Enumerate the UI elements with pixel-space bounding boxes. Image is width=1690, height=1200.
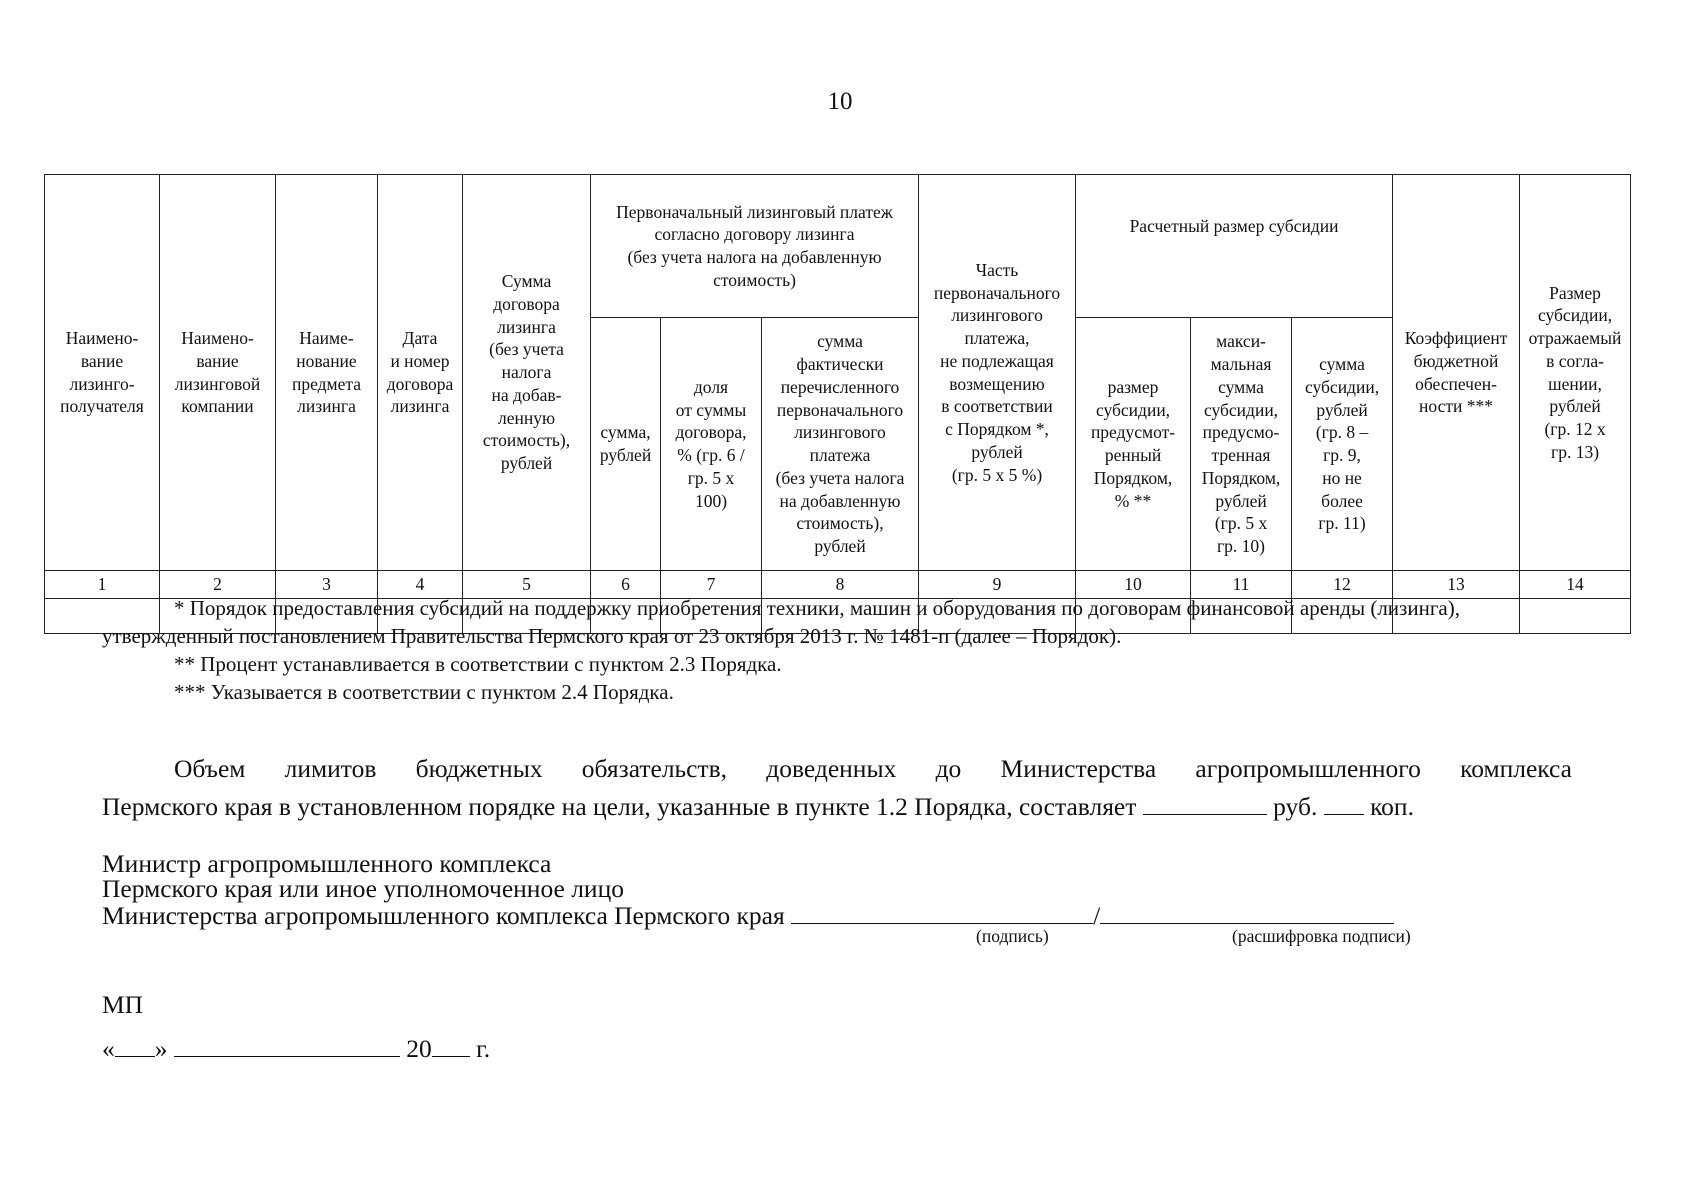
footnote-coefficient: *** Указывается в соответствии с пунктом 2.4 Порядка. — [174, 680, 674, 704]
col-header-non-refundable-part: Часть первоначального лизингового платежа, не подлежащая возмещению в соответствии с Порядком *, рублей (гр. 5 х 5 %) — [919, 175, 1076, 571]
column-number: 8 — [762, 571, 919, 599]
signature-block — [102, 849, 1394, 930]
col-header-lessee: Наимено- вание лизинго- получателя — [45, 175, 160, 571]
budget-limits-line-2: Пермского края в установленном порядке на цели, указанные в пункте 1.2 Порядка, составляет — [102, 792, 1137, 821]
column-number: 9 — [919, 571, 1076, 599]
amount-kop-field[interactable] — [1324, 788, 1364, 815]
column-number: 7 — [661, 571, 762, 599]
col-header-leasing-subject: Наиме- нование предмета лизинга — [276, 175, 378, 571]
col-header-payment-actual: сумма фактически перечисленного первоначального лизингового платежа (без учета налога на добавленную стоимость), рублей — [762, 318, 919, 571]
footnotes — [102, 594, 1572, 706]
col-header-agreement-subsidy: Размер субсидии, отражаемый в согла- шении, рублей (гр. 12 х гр. 13) — [1520, 175, 1631, 571]
amount-rub-field[interactable] — [1143, 788, 1267, 815]
col-header-payment-sum: сумма, рублей — [591, 318, 661, 571]
column-number: 14 — [1520, 571, 1631, 599]
signature-decoding-caption: (расшифровка подписи) — [1232, 926, 1411, 946]
column-number: 11 — [1191, 571, 1292, 599]
col-header-leasing-company: Наимено- вание лизинговой компании — [160, 175, 276, 571]
signatory-line-2: Пермского края или иное уполномоченное лицо — [102, 873, 624, 903]
column-number: 13 — [1393, 571, 1520, 599]
date-day-field[interactable] — [115, 1030, 155, 1057]
col-header-subsidy-sum: сумма субсидии, рублей (гр. 8 – гр. 9, но не более гр. 11) — [1292, 318, 1393, 571]
date-year-prefix: 20 — [406, 1034, 432, 1063]
col-header-contract-sum: Сумма договора лизинга (без учета налога на добав- ленную стоимость), рублей — [463, 175, 591, 571]
date-close-quote: » — [154, 1034, 168, 1063]
column-number: 3 — [276, 571, 378, 599]
rub-label: руб. — [1273, 792, 1318, 821]
signature-field[interactable] — [791, 901, 1093, 924]
kop-label: коп. — [1370, 792, 1414, 821]
date-open-quote: « — [102, 1034, 115, 1063]
subsidy-table — [44, 174, 1631, 634]
date-year-suffix: г. — [476, 1034, 491, 1063]
col-header-payment-share: доля от суммы договора, % (гр. 6 / гр. 5 х 100) — [661, 318, 762, 571]
column-number: 2 — [160, 571, 276, 599]
col-header-contract-date-number: Дата и номер договора лизинга — [378, 175, 463, 571]
col-header-subsidy-percent: размер субсидии, предусмот- ренный Порядком, % ** — [1076, 318, 1191, 571]
signature-decoding-field[interactable] — [1100, 901, 1394, 924]
footnote-order: * Порядок предоставления субсидий на поддержку приобретения техники, машин и оборудования по договорам финансовой аренды (лизинга), утвержденный постановлением Правительства Пермского края от 23 октября 2013 г. № 1481-п (далее – Порядок). — [102, 596, 1460, 648]
column-number: 5 — [463, 571, 591, 599]
signatory-line-3 — [102, 901, 1394, 929]
col-header-subsidy-max: макси- мальная сумма субсидии, предусмо- тренная Порядком, рублей (гр. 5 х гр. 10) — [1191, 318, 1292, 571]
signature-slash: / — [1093, 901, 1101, 930]
page-number: 10 — [827, 88, 853, 115]
date-year-field[interactable] — [432, 1030, 470, 1057]
signature-caption: (подпись) — [976, 926, 1049, 946]
date-line — [102, 1030, 490, 1064]
column-number: 12 — [1292, 571, 1393, 599]
column-number: 6 — [591, 571, 661, 599]
date-month-field[interactable] — [174, 1030, 400, 1057]
signatory-org: Министерства агропромышленного комплекса Пермского края — [102, 901, 785, 930]
budget-limits-line-1: Объем лимитов бюджетных обязательств, доведенных до Министерства агропромышленного комплекса — [174, 754, 1572, 783]
column-number: 1 — [45, 571, 160, 599]
column-number: 10 — [1076, 571, 1191, 599]
column-number: 4 — [378, 571, 463, 599]
group-header-initial-payment: Первоначальный лизинговый платеж согласно договору лизинга (без учета налога на добавленную стоимость) — [591, 175, 919, 318]
col-header-budget-coefficient: Коэффициент бюджетной обеспечен- ности *** — [1393, 175, 1520, 571]
footnote-percent: ** Процент устанавливается в соответствии с пунктом 2.3 Порядка. — [174, 652, 782, 676]
budget-limits-paragraph — [102, 750, 1572, 826]
group-header-subsidy: Расчетный размер субсидии — [1076, 175, 1393, 318]
stamp-place: МП — [102, 990, 144, 1019]
signatory-line-1: Министр агропромышленного комплекса — [102, 849, 552, 878]
